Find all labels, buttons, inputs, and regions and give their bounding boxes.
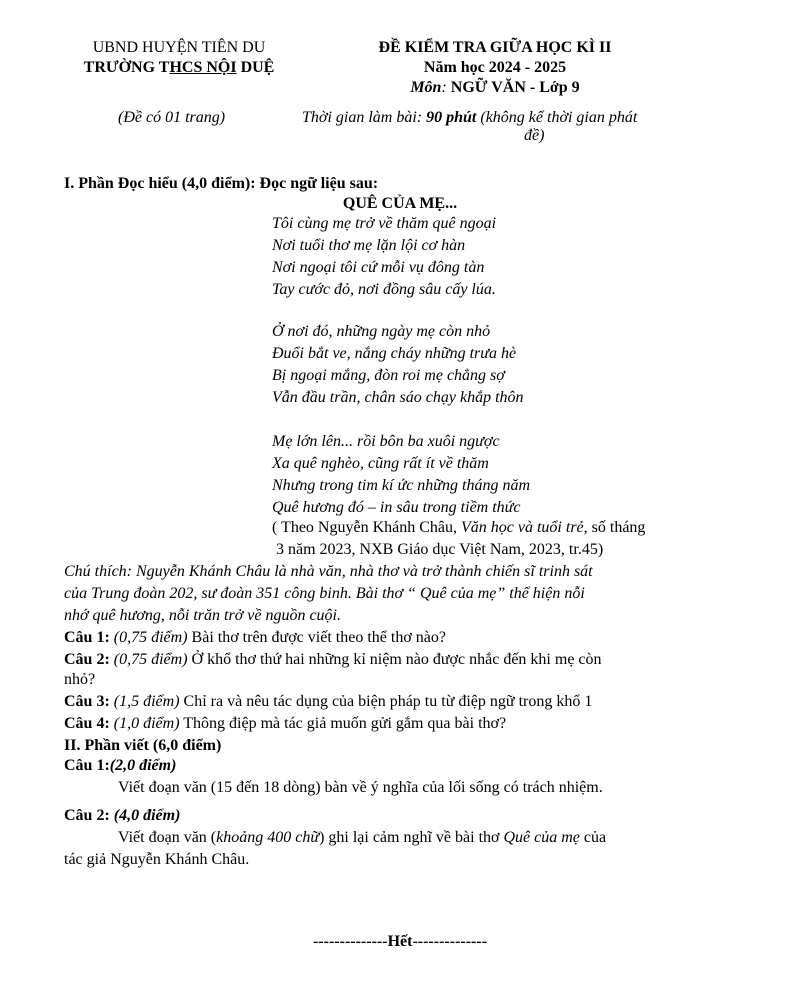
- school-name-post: DUỆ: [236, 59, 275, 76]
- q4-label: Câu 4:: [64, 715, 110, 732]
- part1-heading: I. Phần Đọc hiểu (4,0 điểm): Đọc ngữ liệu sau:: [64, 175, 379, 192]
- writing-question-2-text: [118, 828, 606, 848]
- poem-line: Bị ngoại mắng, đòn roi mẹ chẳng sợ: [272, 367, 505, 384]
- poem-line: Mẹ lớn lên... rồi bôn ba xuôi ngược: [272, 433, 500, 450]
- c1-label: Câu 1:: [64, 757, 110, 774]
- c2-post: của: [579, 829, 607, 846]
- time-line: [302, 108, 637, 128]
- q2-text: Ở khổ thơ thứ hai những kỉ niệm nào được nhắc đến khi mẹ còn: [187, 651, 602, 668]
- note-line: của Trung đoàn 202, sư đoàn 351 công binh. Bài thơ “ Quê của mẹ” thể hiện nỗi: [64, 585, 585, 602]
- time-note: (không kể thời gian phát: [476, 109, 638, 126]
- question-2: [64, 650, 602, 670]
- poem-line: Xa quê nghèo, cũng rất ít về thăm: [272, 455, 489, 472]
- poem-line: Đuổi bắt ve, nắng cháy những trưa hè: [272, 345, 517, 362]
- writing-question-2: [64, 806, 180, 826]
- c2-title: Quê của mẹ: [503, 829, 580, 846]
- poem-source: [272, 518, 645, 538]
- q2-points: (0,75 điểm): [109, 651, 188, 668]
- note-line: Chú thích: Nguyễn Khánh Châu là nhà văn, nhà thơ và trở thành chiến sĩ trinh sát: [64, 563, 593, 580]
- c2-label: Câu 2:: [64, 807, 110, 824]
- poem-line: Nơi ngoại tôi cứ mỗi vụ đông tàn: [272, 259, 485, 276]
- q4-text: Thông điệp mà tác giả muốn gửi gắm qua bài thơ?: [179, 715, 507, 732]
- writing-question-1-text: Viết đoạn văn (15 đến 18 dòng) bàn về ý nghĩa của lối sống có trách nhiệm.: [118, 779, 603, 796]
- part2-heading: II. Phần viết (6,0 điểm): [64, 737, 222, 754]
- subject-line: [328, 78, 662, 98]
- poem-line: Tôi cùng mẹ trở về thăm quê ngoại: [272, 215, 497, 232]
- writing-question-2-cont: tác giả Nguyễn Khánh Châu.: [64, 851, 250, 868]
- school-year: Năm học 2024 - 2025: [423, 59, 567, 76]
- source-pre: ( Theo Nguyễn Khánh Châu,: [272, 519, 461, 536]
- q3-label: Câu 3:: [64, 693, 110, 710]
- subject-label: Môn: [410, 79, 442, 96]
- q3-text: Chỉ ra và nêu tác dụng của biện pháp tu từ điệp ngữ trong khổ 1: [179, 693, 593, 710]
- writing-question-1: [64, 756, 176, 776]
- page-count-note: (Đề có 01 trang): [118, 109, 226, 126]
- poem-title: QUÊ CỦA MẸ...: [342, 195, 458, 212]
- subject-value: NGỮ VĂN - Lớp 9: [450, 79, 580, 96]
- poem-line: Ở nơi đó, những ngày mẹ còn nhỏ: [272, 323, 491, 340]
- c2-pre: Viết đoạn văn (: [118, 829, 217, 846]
- subject-sep: :: [441, 79, 451, 96]
- source-post: , số tháng: [583, 519, 646, 536]
- q3-points: (1,5 điểm): [109, 693, 180, 710]
- q4-points: (1,0 điểm): [109, 715, 180, 732]
- district-name: UBND HUYỆN TIÊN DU: [92, 39, 266, 56]
- school-name-pre: TRƯỜNG T: [83, 59, 170, 76]
- time-value: 90 phút: [426, 109, 477, 126]
- question-3: [64, 692, 592, 712]
- poem-line: Nơi tuổi thơ mẹ lặn lội cơ hàn: [272, 237, 466, 254]
- q2-label: Câu 2:: [64, 651, 110, 668]
- time-note-cont: đề): [524, 127, 545, 144]
- school-name-underlined: HCS NỘI: [169, 59, 237, 76]
- q1-points: (0,75 điểm): [109, 629, 188, 646]
- q1-text: Bài thơ trên được viết theo thể thơ nào?: [187, 629, 446, 646]
- question-1: [64, 628, 446, 648]
- source-title: Văn học và tuổi trẻ: [461, 519, 584, 536]
- poem-line: Vẫn đầu trần, chân sáo chạy khắp thôn: [272, 389, 524, 406]
- c2-italic: khoảng 400 chữ: [216, 829, 320, 846]
- c1-points: (2,0 điểm): [109, 757, 177, 774]
- question-2-cont: nhỏ?: [64, 671, 96, 688]
- poem-source-line2: 3 năm 2023, NXB Giáo dục Việt Nam, 2023, tr.45): [276, 541, 604, 558]
- poem-line: Tay cước đỏ, nơi đồng sâu cấy lúa.: [272, 281, 496, 298]
- note-line: nhớ quê hương, nỗi trăn trở về nguồn cuội.: [64, 607, 341, 624]
- poem-line: Nhưng trong tim kí ức những tháng năm: [272, 477, 531, 494]
- question-4: [64, 714, 506, 734]
- c2-points: (4,0 điểm): [109, 807, 181, 824]
- c2-mid: ) ghi lại cảm nghĩ về bài thơ: [319, 829, 504, 846]
- poem-line: Quê hương đó – in sâu trong tiềm thức: [272, 499, 521, 516]
- q1-label: Câu 1:: [64, 629, 110, 646]
- exam-title: ĐỀ KIỂM TRA GIỮA HỌC KÌ II: [378, 39, 612, 56]
- end-mark: --------------Hết--------------: [312, 933, 488, 950]
- school-name: [48, 58, 310, 78]
- time-label: Thời gian làm bài:: [302, 109, 427, 126]
